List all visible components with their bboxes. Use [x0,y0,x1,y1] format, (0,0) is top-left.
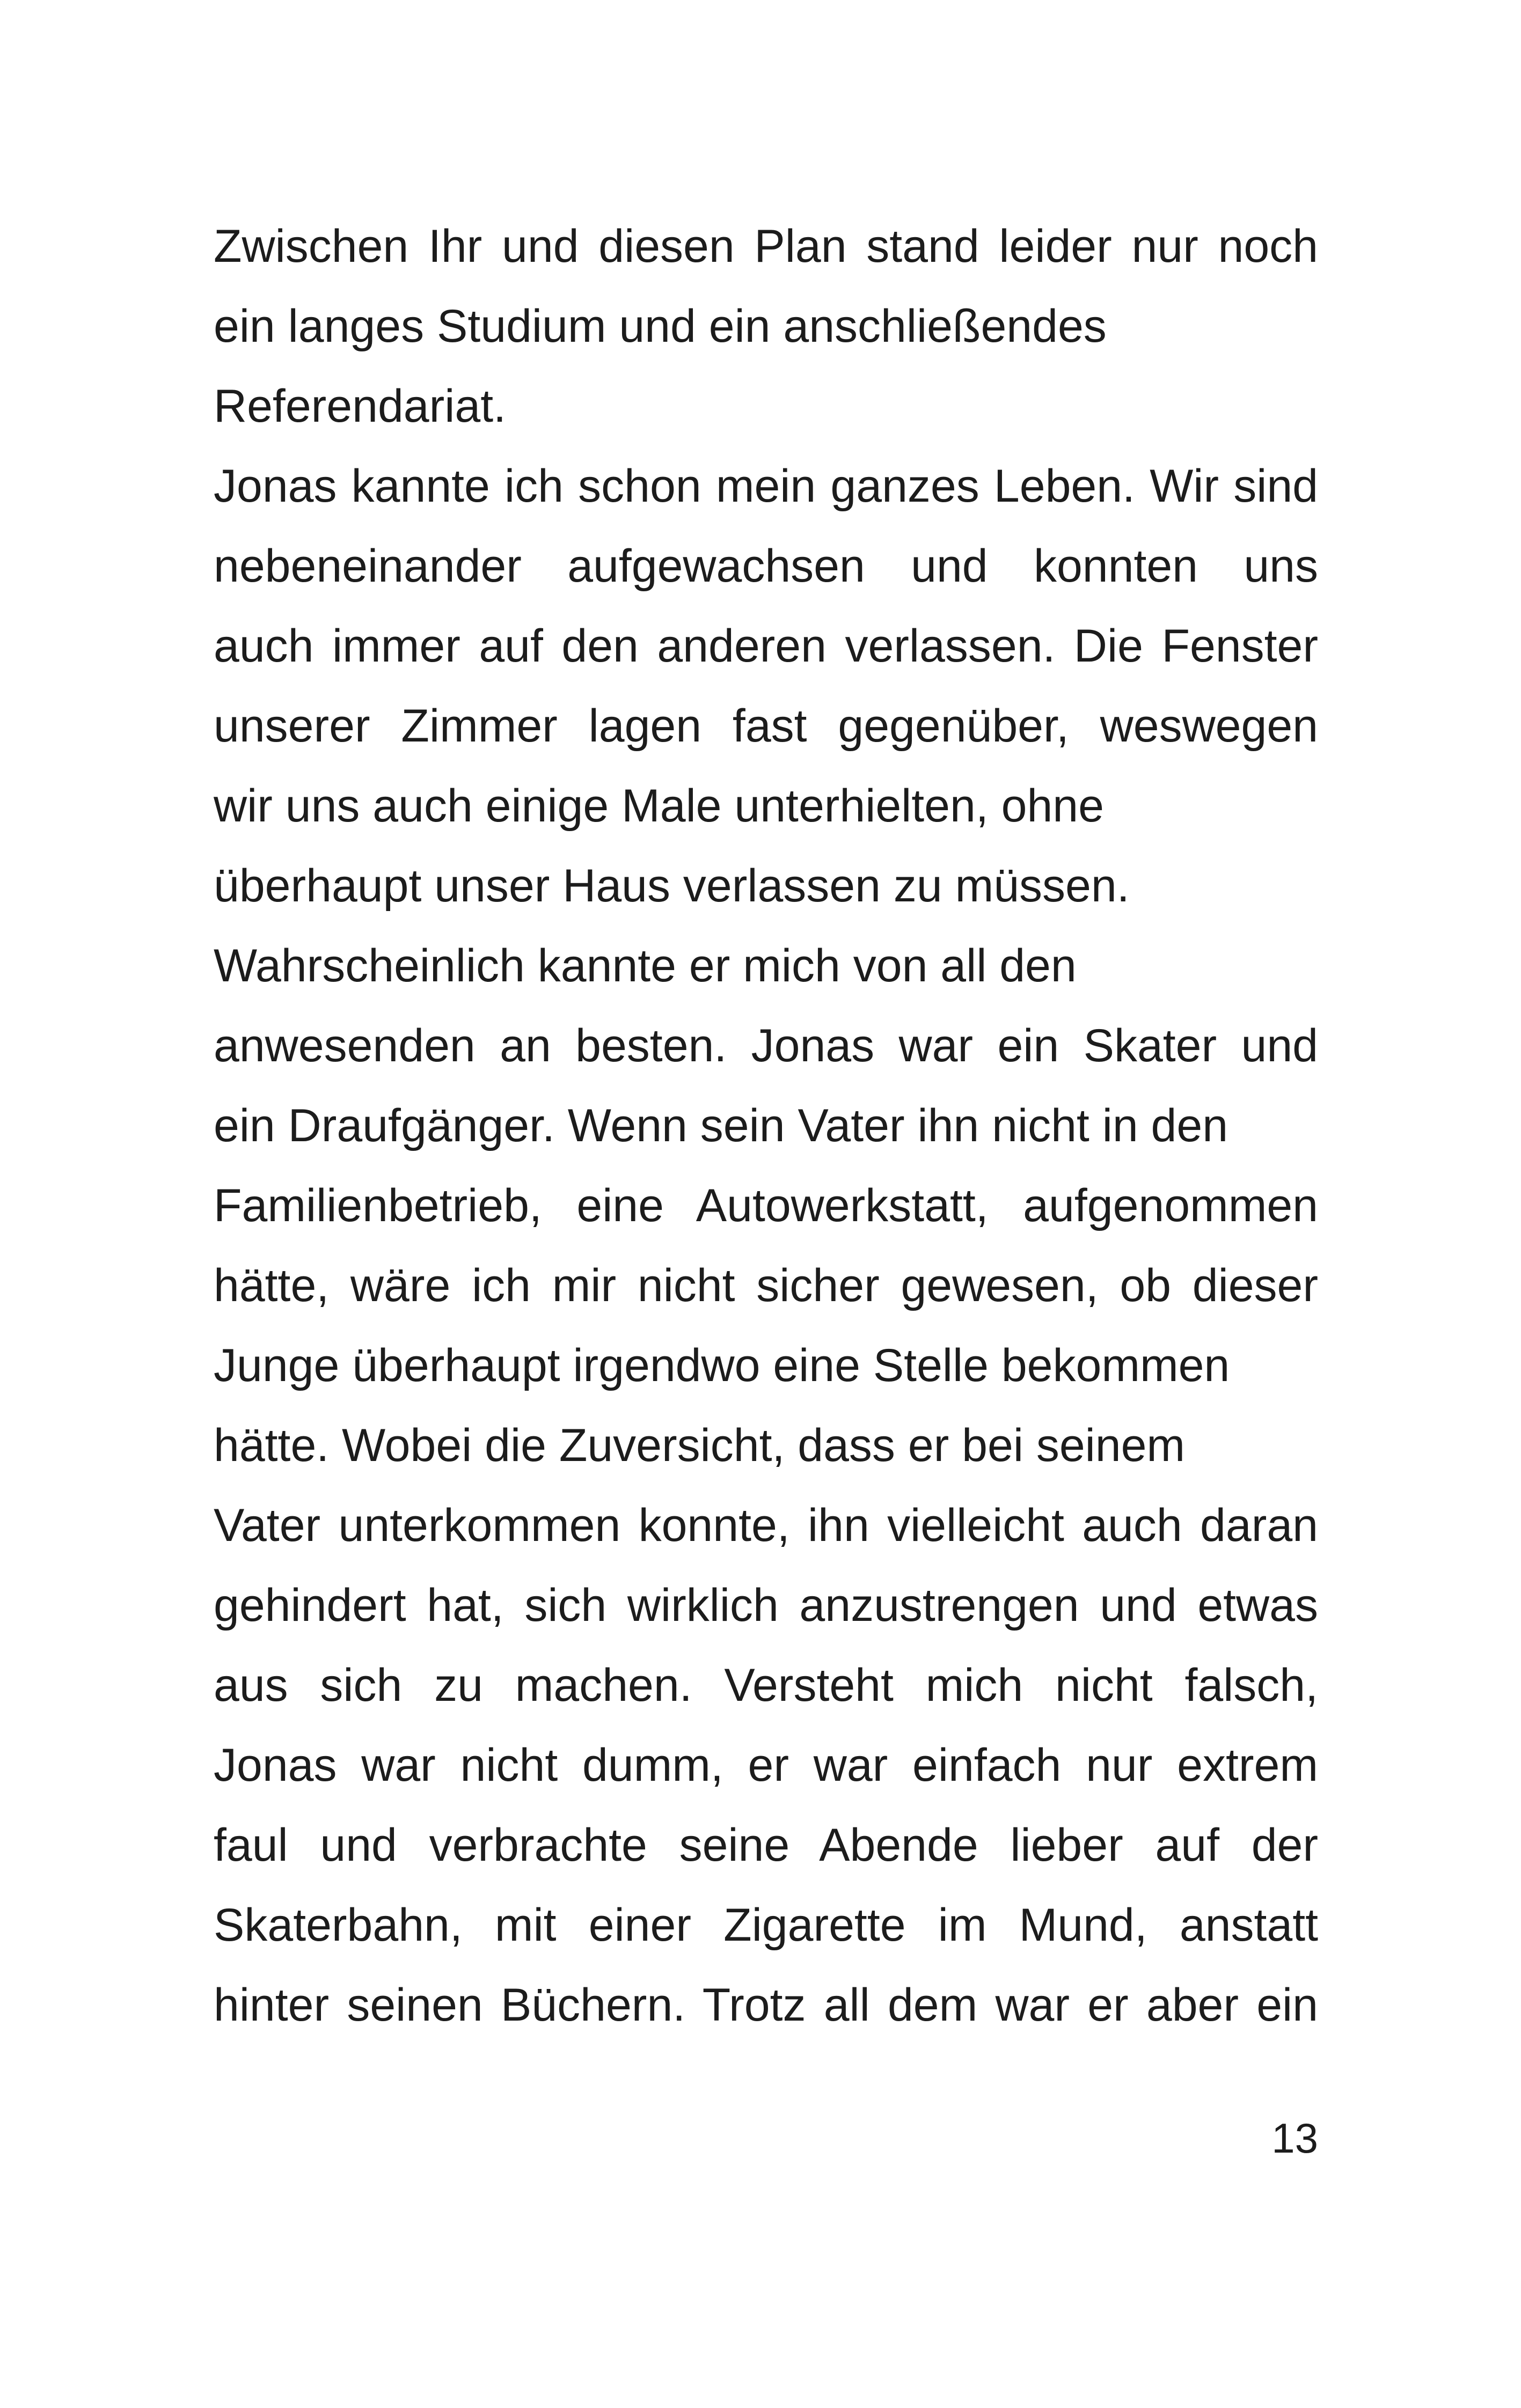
text-line: Wahrscheinlich kannte er mich von all den [214,940,1077,992]
page-number: 13 [1271,2115,1318,2162]
text-line: Referendariat. [214,380,506,432]
text-line: Zwischen Ihr und diesen Plan stand leider nur noch [214,221,1318,272]
text-line: Skaterbahn, mit einer Zigarette im Mund, anstatt [214,1899,1318,1951]
text-line: überhaupt unser Haus verlassen zu müssen. [214,860,1130,912]
text-line: ein Draufgänger. Wenn sein Vater ihn nicht in den [214,1100,1228,1151]
text-line: Familienbetrieb, eine Autowerkstatt, aufgenommen [214,1180,1318,1231]
text-line: hinter seinen Büchern. Trotz all dem war er aber ein [214,1979,1318,2031]
text-line: faul und verbrachte seine Abende lieber auf der [214,1819,1318,1871]
text-line: hätte, wäre ich mir nicht sicher gewesen, ob dieser [214,1260,1318,1311]
text-line: Jonas kannte ich schon mein ganzes Leben. Wir sind [214,460,1318,512]
text-line: aus sich zu machen. Versteht mich nicht falsch, [214,1660,1318,1711]
text-line: Vater unterkommen konnte, ihn vielleicht auch daran [214,1500,1318,1551]
text-line: unserer Zimmer lagen fast gegenüber, weswegen [214,700,1318,752]
text-line: Jonas war nicht dumm, er war einfach nur extrem [214,1739,1318,1791]
text-line: Junge überhaupt irgendwo eine Stelle bekommen [214,1340,1230,1391]
body-text [214,207,1318,2045]
text-line: wir uns auch einige Male unterhielten, ohne [214,780,1104,832]
text-line: anwesenden an besten. Jonas war ein Skater und [214,1020,1318,1071]
text-line: auch immer auf den anderen verlassen. Die Fenster [214,620,1318,672]
text-line: ein langes Studium und ein anschließendes [214,300,1107,352]
text-line: nebeneinander aufgewachsen und konnten uns [214,540,1318,592]
text-line: gehindert hat, sich wirklich anzustrengen und etwas [214,1580,1318,1631]
text-line: hätte. Wobei die Zuversicht, dass er bei seinem [214,1420,1186,1471]
